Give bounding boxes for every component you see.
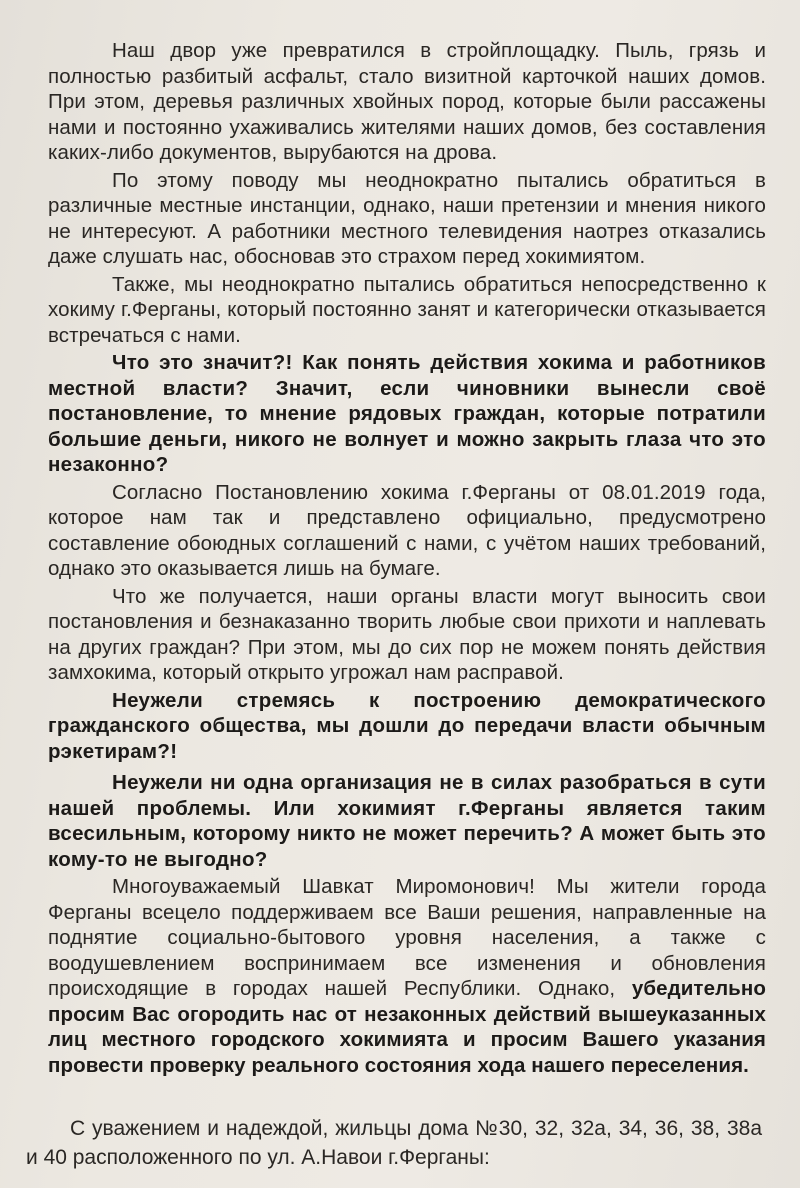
appeal-request-text: убедительно просим Вас огородить нас от незаконных действий вышеуказанных лиц местного городского хокимията и просим Вашего указания провести проверку реального состояния хода нашего переселения. [48,977,766,1077]
closing-signature-line: С уважением и надеждой, жильцы дома №30, 32, 32а, 34, 36, 38, 38а и 40 расположенного по ул. А.Навои г.Ферганы: [26,1117,762,1169]
paragraph-hokim-contact: Также, мы неоднократно пытались обратиться непосредственно к хокиму г.Ферганы, который постоянно занят и категорически отказывается встречаться с нами. [48,272,766,347]
paragraph-authorities-whims: Что же получается, наши органы власти могут выносить свои постановления и безнаказанно творить любые свои прихоти и наплевать на других граждан? При этом, мы до сих пор не можем понять действия замхокима, который открыто угрожал нам расправой. [48,584,766,684]
paragraph-question-actions: Что это значит?! Как понять действия хокима и работников местной власти? Значит, если чиновники вынесли своё постановление, то мнение рядовых граждан, которые потратили большие деньги, никого не волнует и можно закрыть глаза что это незаконно? [48,351,766,476]
paragraph-resolution: Согласно Постановлению хокима г.Ферганы от 08.01.2019 года, которое нам так и представлено официально, предусмотрено составление обоюдных соглашений с нами, с учётом наших требований, однако это оказывается лишь на бумаге. [48,480,766,580]
paragraph-organization-question: Неужели ни одна организация не в силах разобраться в сути нашей проблемы. Или хокимият г.Ферганы является таким всесильным, которому никто не может перечить? А может быть это кому-то не выгодно? [48,771,766,871]
paragraph-courtyard: Наш двор уже превратился в стройплощадку. Пыль, грязь и полностью разбитый асфальт, стало визитной карточкой наших домов. При этом, деревья различных хвойных пород, которые были рассажены нами и постоянно ухаживались жителями наших домов, без составления каких-либо документов, вырубаются на дрова. [48,39,766,164]
paragraph-appeal [48,874,766,1078]
appeal-lead-text: Многоуважаемый Шавкат Миромонович! Мы жители города Ферганы всецело поддерживаем все Ваши решения, направленные на поднятие социально-бытового уровня населения, а также с воодушевлением воспринимаем все изменения и обновления происходящие в городах нашей Республики. Однако, [48,875,766,1000]
paragraph-local-authorities: По этому поводу мы неоднократно пытались обратиться в различные местные инстанции, однако, наши претензии и мнения никого не интересуют. А работники местного телевидения наотрез отказались даже слушать нас, обосновав это страхом перед хокимиятом. [48,168,766,268]
paragraph-democratic-society: Неужели стремясь к построению демократического гражданского общества, мы дошли до передачи власти обычным рэкетирам?! [48,688,766,763]
